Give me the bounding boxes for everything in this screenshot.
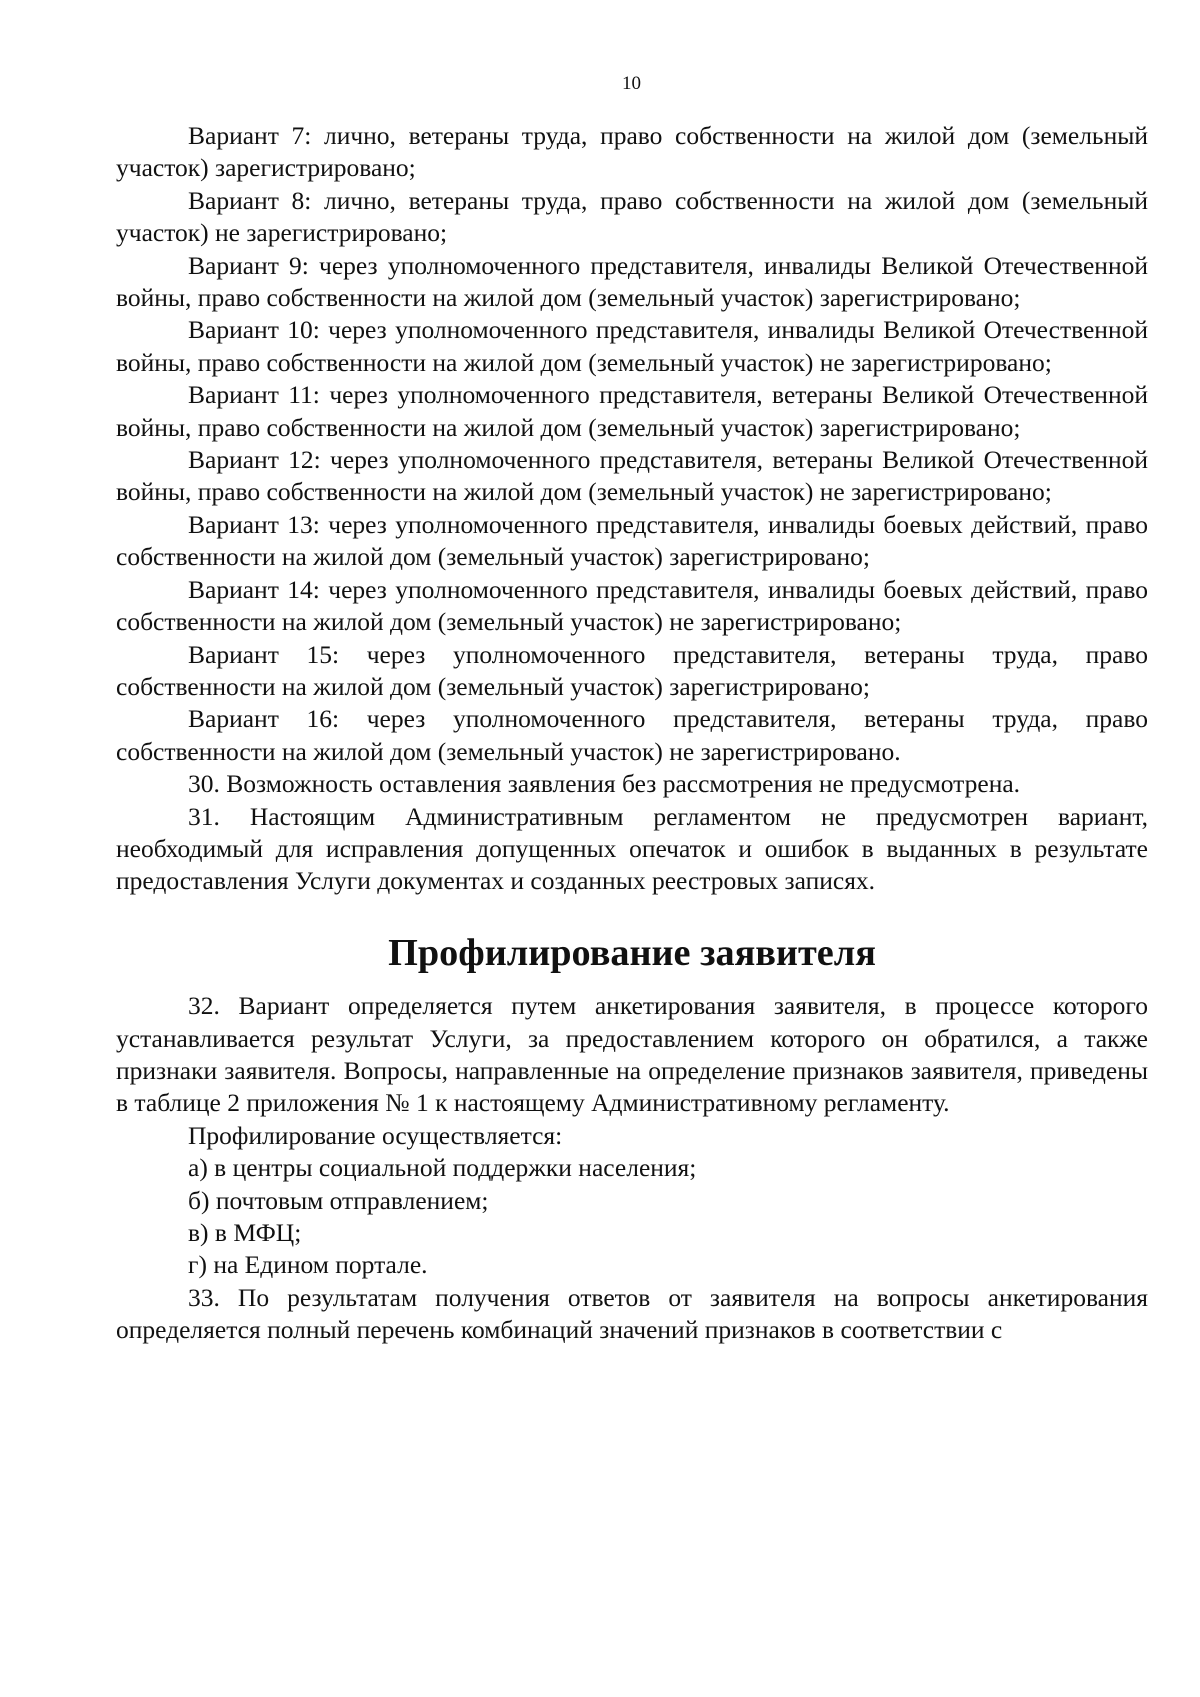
- section-heading: Профилирование заявителя: [388, 931, 876, 974]
- document-body: [116, 120, 1148, 1347]
- paragraph-variant-8: Вариант 8: лично, ветераны труда, право собственности на жилой дом (земельный участок) не зарегистрировано;: [116, 185, 1148, 248]
- list-item-g: г) на Едином портале.: [188, 1250, 428, 1280]
- list-item-a: а) в центры социальной поддержки населения;: [188, 1153, 697, 1183]
- paragraph-variant-14: Вариант 14: через уполномоченного представителя, инвалиды боевых действий, право собственности на жилой дом (земельный участок) не зарегистрировано;: [116, 574, 1148, 637]
- paragraph-clause-33: 33. По результатам получения ответов от заявителя на вопросы анкетирования определяется полный перечень комбинаций значений признаков в соответствии с: [116, 1282, 1148, 1345]
- paragraph-variant-7: Вариант 7: лично, ветераны труда, право собственности на жилой дом (земельный участок) зарегистрировано;: [116, 121, 1148, 183]
- list-item-v: в) в МФЦ;: [188, 1218, 302, 1247]
- paragraph-variant-13: Вариант 13: через уполномоченного представителя, инвалиды боевых действий, право собственности на жилой дом (земельный участок) зарегистрировано;: [116, 509, 1148, 572]
- paragraph-variant-11: Вариант 11: через уполномоченного представителя, ветераны Великой Отечественной войны, право собственности на жилой дом (земельный участок) зарегистрировано;: [116, 380, 1148, 442]
- paragraph-clause-31: 31. Настоящим Административным регламентом не предусмотрен вариант, необходимый для исправления допущенных опечаток и ошибок в выданных в результате предоставления Услуги документах и созданных реестровых записях.: [116, 801, 1148, 896]
- paragraph-variant-15: Вариант 15: через уполномоченного представителя, ветераны труда, право собственности на жилой дом (земельный участок) зарегистрировано;: [116, 639, 1148, 701]
- paragraph-variant-9: Вариант 9: через уполномоченного представителя, инвалиды Великой Отечественной войны, право собственности на жилой дом (земельный участок) зарегистрировано;: [116, 250, 1148, 313]
- paragraph-variant-12: Вариант 12: через уполномоченного представителя, ветераны Великой Отечественной войны, право собственности на жилой дом (земельный участок) не зарегистрировано;: [116, 445, 1148, 507]
- paragraph-variant-16: Вариант 16: через уполномоченного представителя, ветераны труда, право собственности на жилой дом (земельный участок) не зарегистрировано.: [116, 704, 1148, 766]
- paragraph-profiling-intro: Профилирование осуществляется:: [188, 1120, 563, 1150]
- paragraph-clause-32: 32. Вариант определяется путем анкетирования заявителя, в процессе которого устанавливается результат Услуги, за предоставлением которого он обратился, а также признаки заявителя. Вопросы, направленные на определение признаков заявителя, приведены в таблице 2 приложения № 1 к настоящему Административному регламенту.: [116, 991, 1148, 1118]
- paragraph-clause-30: 30. Возможность оставления заявления без рассмотрения не предусмотрена.: [188, 769, 1021, 799]
- list-item-b: б) почтовым отправлением;: [188, 1185, 489, 1215]
- page-number: 10: [622, 73, 641, 94]
- paragraph-variant-10: Вариант 10: через уполномоченного представителя, инвалиды Великой Отечественной войны, право собственности на жилой дом (земельный участок) не зарегистрировано;: [116, 315, 1148, 377]
